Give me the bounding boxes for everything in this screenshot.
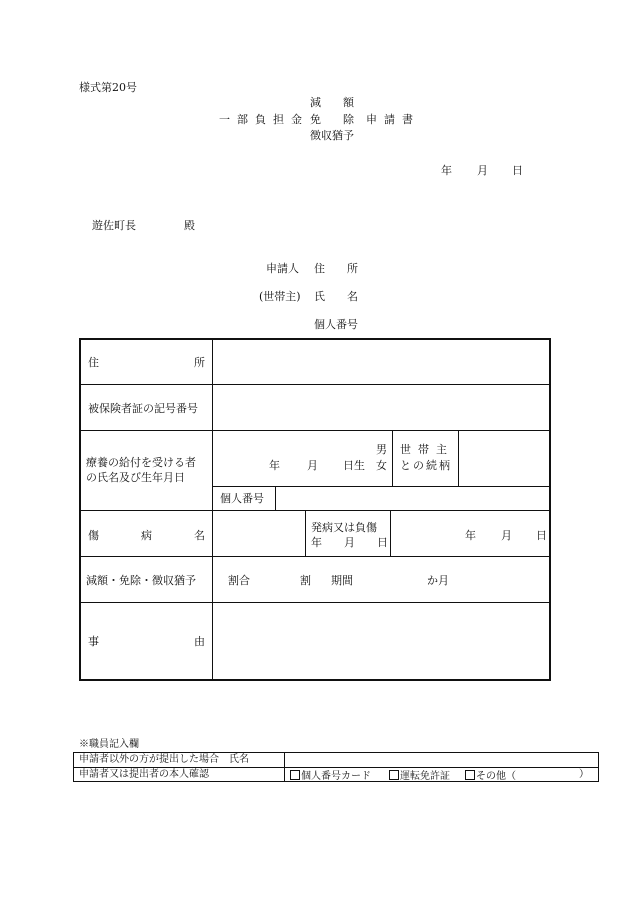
title-deferral: 徴収猶予 (310, 129, 354, 142)
application-table (79, 338, 551, 681)
applicant-label: 申請人 (266, 262, 299, 275)
illness-label (88, 530, 205, 541)
beneficiary-label-line2: の氏名及び生年月日 (86, 471, 185, 484)
personal-number-field[interactable] (276, 487, 548, 510)
insurance-symbol-field[interactable] (213, 385, 548, 430)
title-prefix: 一部負担金 (219, 113, 309, 126)
illness-field[interactable] (213, 511, 305, 556)
checkbox-icon (465, 770, 475, 780)
title-reduction: 減 額 (310, 96, 354, 109)
id-check-option2-label: 運転免許証 (400, 771, 450, 782)
female-option[interactable]: 女 (376, 459, 387, 472)
address-label-char2: 所 (194, 356, 205, 369)
birth-day: 日生 (343, 459, 365, 472)
reduction-label: 減額・免除・徴収猶予 (86, 574, 196, 587)
id-check-option1[interactable] (290, 770, 371, 782)
reason-field[interactable] (213, 603, 548, 679)
relation-label-line2: との続柄 (400, 459, 452, 472)
beneficiary-label-line1: 療養の給付を受ける者 (86, 456, 196, 469)
title-suffix: 申請書 (366, 113, 420, 126)
illness-label-char1: 傷 (88, 529, 99, 542)
checkbox-icon (290, 770, 300, 780)
address-label-char1: 住 (88, 356, 99, 369)
relation-field[interactable] (459, 431, 548, 486)
ratio-unit: 割 (300, 574, 311, 587)
id-check-option3-label: その他（ (476, 771, 516, 782)
reason-label-char2: 由 (194, 635, 205, 648)
onset-date-day: 日 (536, 529, 547, 542)
onset-date-year: 年 (465, 529, 476, 542)
applicant-id-label: 個人番号 (314, 318, 358, 331)
id-check-option3-close: ） (579, 769, 589, 780)
illness-label-char2: 病 (141, 529, 152, 542)
ratio-label: 割合 (228, 574, 250, 587)
onset-year: 年 (311, 536, 322, 549)
applicant-address-label: 住 所 (314, 262, 358, 275)
onset-day: 日 (377, 536, 388, 549)
staff-table (73, 752, 599, 782)
period-unit: か月 (427, 574, 449, 587)
householder-label: (世帯主) (259, 290, 301, 303)
addressee-name: 遊佐町長 (92, 219, 136, 232)
reason-label-char1: 事 (88, 635, 99, 648)
male-option[interactable]: 男 (376, 443, 387, 456)
reason-label (88, 636, 205, 647)
birth-year: 年 (269, 459, 280, 472)
personal-number-label: 個人番号 (220, 492, 264, 505)
checkbox-icon (389, 770, 399, 780)
onset-label: 発病又は負傷 (311, 521, 377, 534)
birth-month: 月 (307, 459, 318, 472)
addressee-honorific: 殿 (184, 219, 195, 232)
date-day: 日 (512, 164, 523, 177)
id-check-option1-label: 個人番号カード (301, 771, 371, 782)
form-number: 様式第20号 (79, 81, 137, 94)
applicant-name-label: 氏 名 (314, 290, 358, 303)
address-label (88, 357, 205, 368)
period-label: 期間 (331, 574, 353, 587)
onset-date-month: 月 (501, 529, 512, 542)
illness-label-char3: 名 (194, 529, 205, 542)
staff-row2-label: 申請者又は提出者の本人確認 (79, 769, 209, 780)
title-exemption: 免 除 (310, 113, 354, 126)
address-field[interactable] (213, 341, 548, 384)
submitter-name-field[interactable] (285, 753, 598, 767)
staff-section-header: ※職員記入欄 (79, 739, 139, 750)
onset-month: 月 (344, 536, 355, 549)
staff-row1-label: 申請者以外の方が提出した場合 氏名 (79, 754, 249, 765)
date-month: 月 (477, 164, 488, 177)
id-check-option3[interactable] (465, 770, 516, 782)
id-check-option2[interactable] (389, 770, 450, 782)
insurance-symbol-label: 被保険者証の記号番号 (88, 402, 198, 415)
date-year: 年 (441, 164, 452, 177)
relation-label-line1: 世帯主 (400, 443, 454, 456)
